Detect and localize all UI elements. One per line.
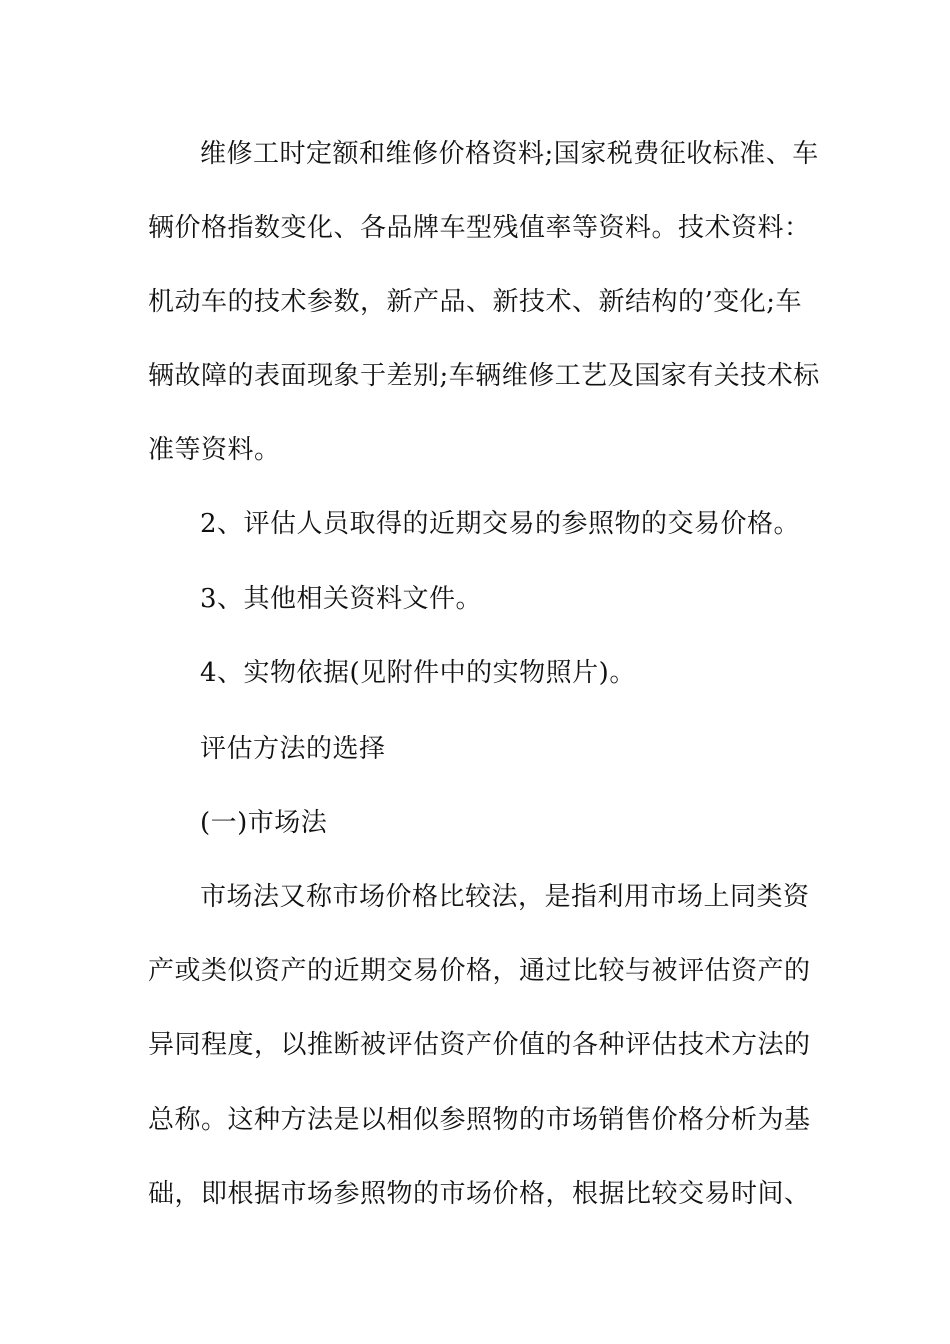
paragraph-2-line-4: 总称。这种方法是以相似参照物的市场销售价格分析为基 (148, 1105, 811, 1135)
paragraph-2-line-3: 异同程度，以推断被评估资产价值的各种评估技术方法的 (148, 1030, 811, 1060)
section-heading: 评估方法的选择 (200, 734, 386, 764)
paragraph-1-line-5: 准等资料。 (148, 435, 281, 465)
subsection-heading: (一)市场法 (200, 808, 328, 838)
paragraph-1-line-4: 辆故障的表面现象于差别;车辆维修工艺及国家有关技术标 (148, 361, 820, 391)
paragraph-2-line-5: 础，即根据市场参照物的市场价格，根据比较交易时间、 (148, 1179, 811, 1209)
paragraph-1-line-1: 维修工时定额和维修价格资料;国家税费征收标准、车 (200, 139, 819, 169)
paragraph-2-line-2: 产或类似资产的近期交易价格，通过比较与被评估资产的 (148, 956, 811, 986)
paragraph-1-line-2: 辆价格指数变化、各品牌车型残值率等资料。技术资料： (148, 213, 811, 243)
list-item-2: 2、评估人员取得的近期交易的参照物的交易价格。 (200, 509, 801, 539)
paragraph-2-line-1: 市场法又称市场价格比较法，是指利用市场上同类资 (200, 882, 810, 912)
paragraph-1-line-3: 机动车的技术参数，新产品、新技术、新结构的’变化;车 (148, 287, 803, 317)
list-item-3: 3、其他相关资料文件。 (200, 584, 483, 614)
list-item-4: 4、实物依据(见附件中的实物照片)。 (200, 658, 636, 688)
